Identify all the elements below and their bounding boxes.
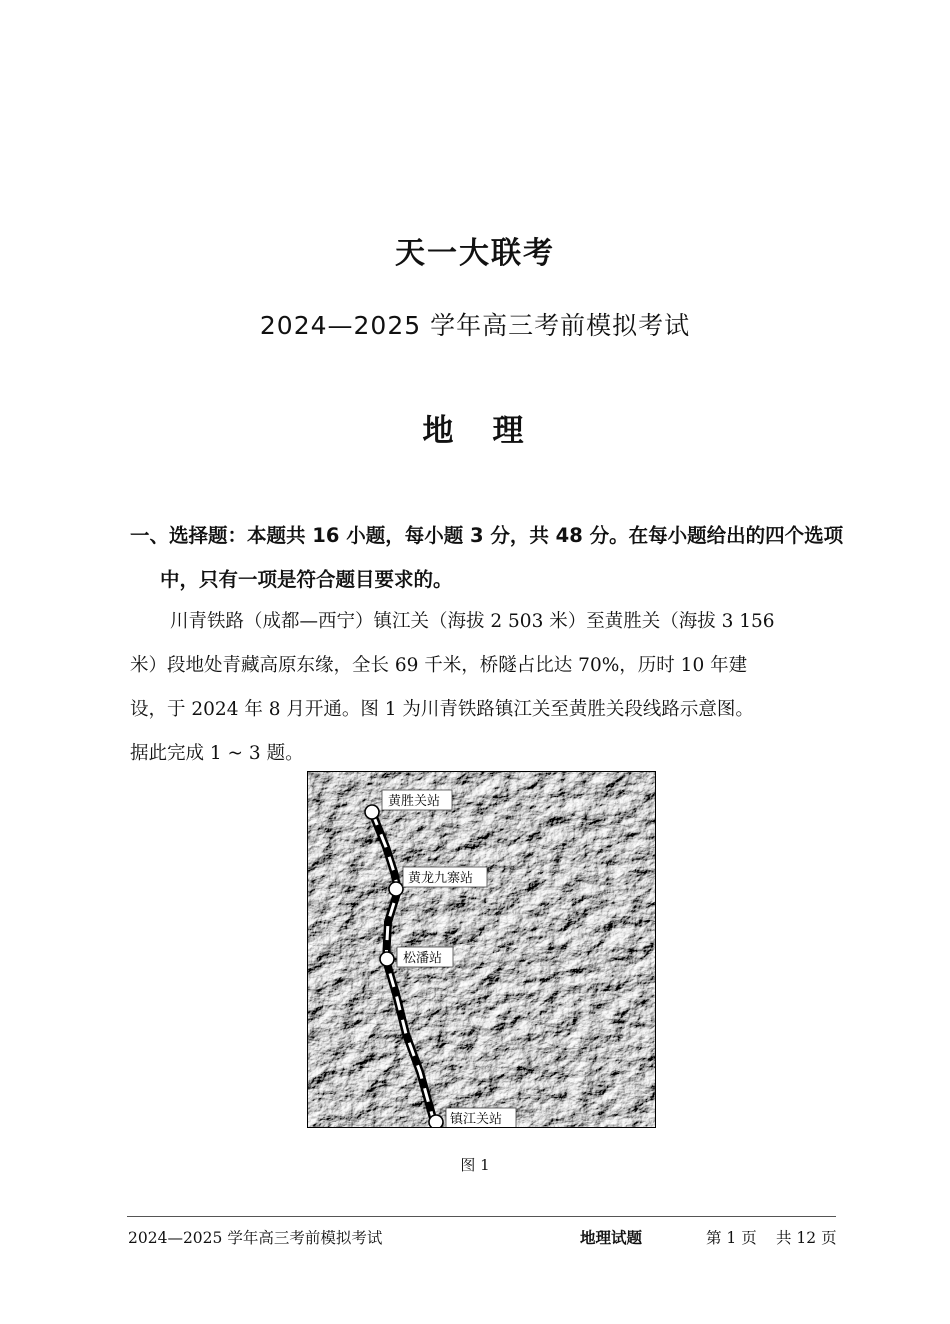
footer-page-number: 第 1 页 — [706, 1229, 757, 1247]
section-line-1: 一、选择题：本题共 16 小题，每小题 3 分，共 48 分。在每小题给出的四个选项 — [130, 524, 844, 547]
exam-title: 2024—2025 学年高三考前模拟考试 — [259, 311, 691, 340]
footer-exam-title: 2024—2025 学年高三考前模拟考试 — [128, 1229, 383, 1247]
footer-total-pages: 共 12 页 — [776, 1229, 837, 1247]
figure-caption: 图 1 — [460, 1156, 490, 1174]
passage-line-3: 设，于 2024 年 8 月开通。图 1 为川青铁路镇江关至黄胜关段线路示意图。 — [130, 699, 754, 720]
subject-title: 地 理 — [422, 413, 528, 449]
station-marker-songpan — [380, 952, 394, 966]
station-marker-huanglong-jiuzhai — [389, 882, 403, 896]
railway-route-map — [307, 771, 656, 1128]
section-line-2: 中，只有一项是符合题目要求的。 — [160, 568, 453, 591]
station-label-huanglong-jiuzhai: 黄龙九寨站 — [408, 871, 474, 886]
terrain-relief — [308, 772, 655, 1127]
station-label-zhenjiangguan: 镇江关站 — [450, 1112, 503, 1127]
brand-title: 天一大联考 — [395, 236, 555, 271]
footer-divider — [127, 1216, 836, 1217]
section-instructions — [130, 514, 850, 602]
passage-line-1: 川青铁路（成都—西宁）镇江关（海拔 2 503 米）至黄胜关（海拔 3 156 — [170, 611, 775, 632]
station-label-huangshengguan: 黄胜关站 — [388, 794, 441, 809]
station-label-songpan: 松潘站 — [403, 951, 443, 966]
station-marker-zhenjiangguan — [429, 1115, 443, 1127]
terrain-map-svg — [308, 772, 655, 1127]
passage-line-2: 米）段地处青藏高原东缘，全长 69 千米，桥隧占比达 70%，历时 10 年建 — [130, 655, 748, 676]
passage-line-4: 据此完成 1 ~ 3 题。 — [130, 743, 304, 764]
station-marker-huangshengguan — [365, 805, 379, 819]
question-passage — [130, 600, 836, 776]
footer-subject: 地理试题 — [580, 1229, 643, 1247]
